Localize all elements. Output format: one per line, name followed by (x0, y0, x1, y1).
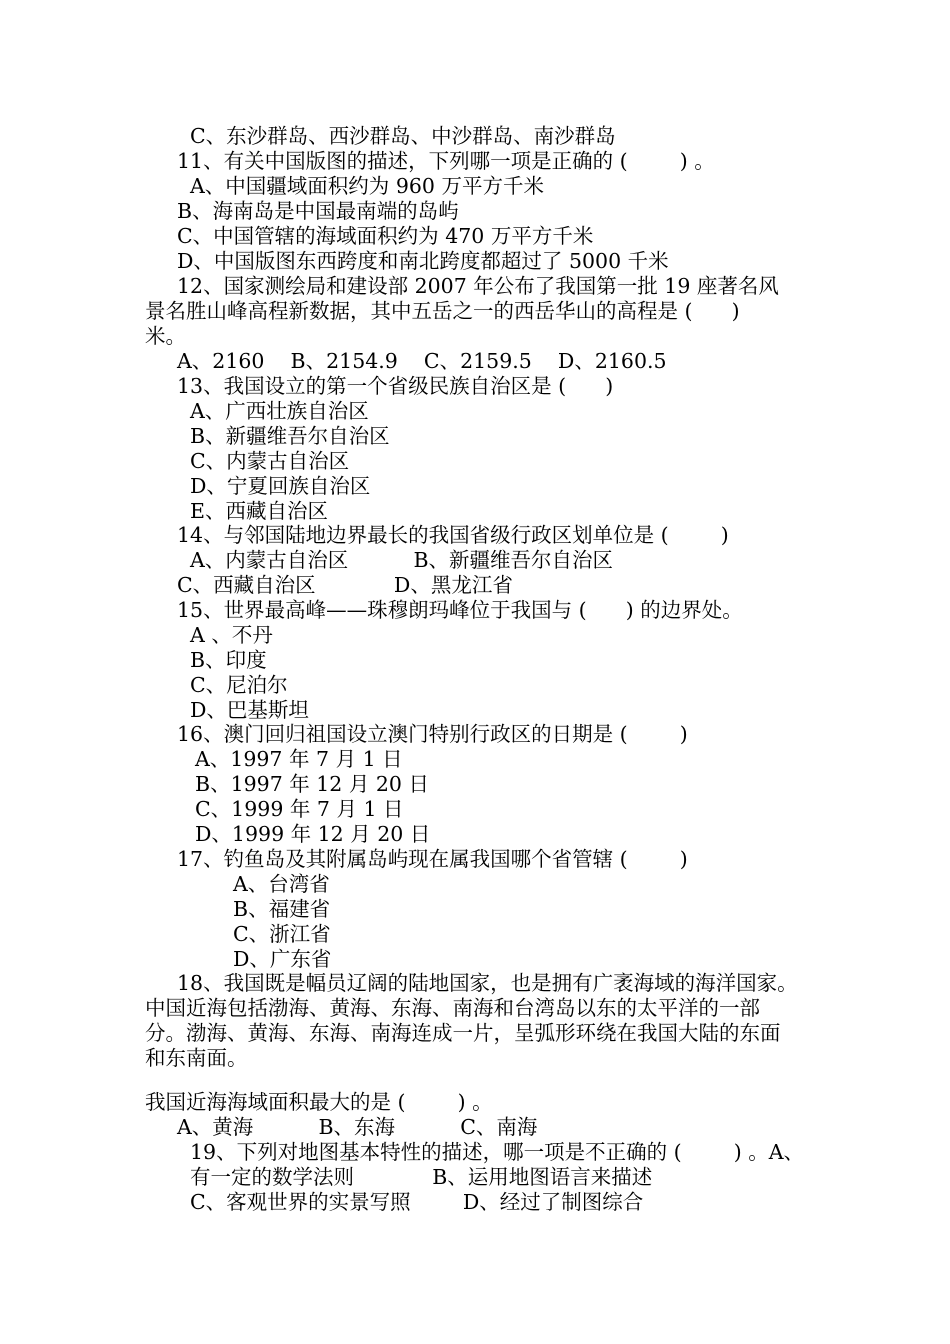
option-16-d: D、1999 年 12 月 20 日 (195, 822, 431, 846)
option-15-b: B、印度 (190, 648, 267, 672)
option-11-c: C、中国管辖的海域面积约为 470 万平方千米 (177, 224, 594, 248)
question-18-line-3: 分。渤海、黄海、东海、南海连成一片，呈弧形环绕在我国大陆的东面 (145, 1021, 781, 1045)
question-11: 11、有关中国版图的描述，下列哪一项是正确的 ( ) 。 (177, 149, 715, 173)
question-12-line-3: 米。 (145, 324, 186, 348)
question-12-line-2: 景名胜山峰高程新数据，其中五岳之一的西岳华山的高程是 ( ) (145, 299, 740, 323)
option-17-b: B、福建省 (233, 897, 331, 921)
option-17-a: A、台湾省 (233, 872, 330, 896)
question-16: 16、澳门回归祖国设立澳门特别行政区的日期是 ( ) (177, 722, 688, 746)
question-17: 17、钓鱼岛及其附属岛屿现在属我国哪个省管辖 ( ) (177, 847, 688, 871)
options-18: A、黄海 B、东海 C、南海 (177, 1115, 538, 1139)
option-13-b: B、新疆维吾尔自治区 (190, 424, 390, 448)
options-19-cd: C、客观世界的实景写照 D、经过了制图综合 (190, 1190, 644, 1214)
question-13: 13、我国设立的第一个省级民族自治区是 ( ) (177, 374, 614, 398)
option-15-d: D、巴基斯坦 (190, 698, 309, 722)
options-14-ab: A、内蒙古自治区 B、新疆维吾尔自治区 (190, 548, 614, 572)
option-13-a: A、广西壮族自治区 (190, 399, 369, 423)
option-16-b: B、1997 年 12 月 20 日 (195, 772, 429, 796)
option-16-a: A、1997 年 7 月 1 日 (195, 747, 403, 771)
option-13-e: E、西藏自治区 (190, 499, 328, 523)
question-18-line-4: 和东南面。 (145, 1046, 248, 1070)
option-13-c: C、内蒙古自治区 (190, 449, 350, 473)
option-11-a: A、中国疆域面积约为 960 万平方千米 (190, 174, 544, 198)
option-11-d: D、中国版图东西跨度和南北跨度都超过了 5000 千米 (177, 249, 669, 273)
option-13-d: D、宁夏回族自治区 (190, 474, 371, 498)
option-17-c: C、浙江省 (233, 922, 331, 946)
options-14-cd: C、西藏自治区 D、黑龙江省 (177, 573, 513, 597)
options-19-ab: 有一定的数学法则 B、运用地图语言来描述 (190, 1165, 653, 1189)
question-12-line-1: 12、国家测绘局和建设部 2007 年公布了我国第一批 19 座著名风 (177, 274, 779, 298)
options-12: A、2160 B、2154.9 C、2159.5 D、2160.5 (177, 349, 667, 373)
option-15-c: C、尼泊尔 (190, 673, 288, 697)
option-15-a: A 、不丹 (190, 623, 273, 647)
option-11-b: B、海南岛是中国最南端的岛屿 (177, 199, 459, 223)
option-17-d: D、广东省 (233, 947, 332, 971)
option-16-c: C、1999 年 7 月 1 日 (195, 797, 404, 821)
option-10-c: C、东沙群岛、西沙群岛、中沙群岛、南沙群岛 (190, 124, 616, 148)
question-15: 15、世界最高峰——珠穆朗玛峰位于我国与 ( ) 的边界处。 (177, 598, 743, 622)
question-19: 19、下列对地图基本特性的描述，哪一项是不正确的 ( ) 。A、 (190, 1140, 805, 1164)
question-18-prompt: 我国近海海域面积最大的是 ( ) 。 (145, 1090, 493, 1114)
question-18-line-1: 18、我国既是幅员辽阔的陆地国家，也是拥有广袤海域的海洋国家。 (177, 971, 798, 995)
question-18-line-2: 中国近海包括渤海、黄海、东海、南海和台湾岛以东的太平洋的一部 (145, 996, 760, 1020)
question-14: 14、与邻国陆地边界最长的我国省级行政区划单位是 ( ) (177, 523, 729, 547)
